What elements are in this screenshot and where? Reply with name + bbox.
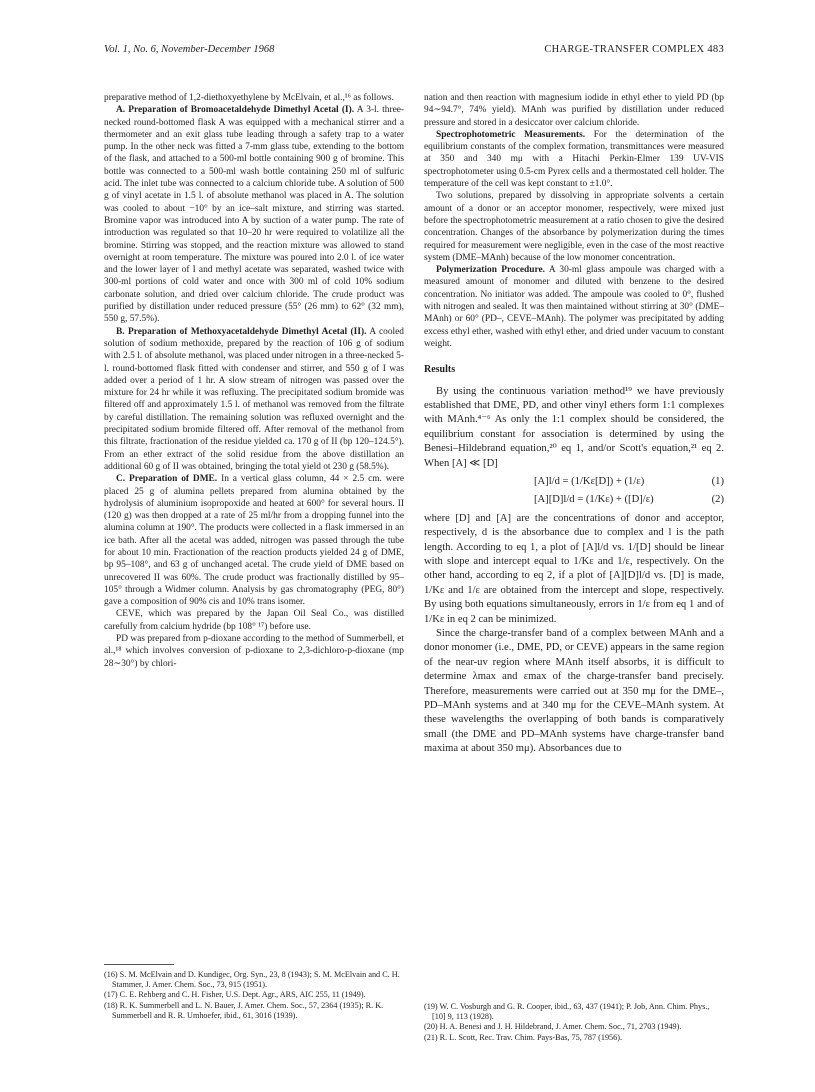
paragraph-two-solutions: Two solutions, prepared by dissolving in appropriate solvents a certain amount of a donor or an acceptor monomer, respectively, were mixed just before the spectrophotometric measurement at a ratio chosen to give the desired concentration. Changes of the absorbance by polymerization during the times required for measurement were negligible, even in the case of the most reactive system (DME–MAnh) because of the low monomer concentration. [424,191,724,263]
section-b-text: A cooled solution of sodium methoxide, prepared by the reaction of 106 g of sodium with 2.5 l. of absolute methanol, was placed under nitrogen in a three-necked 5-l. round-bottomed flask fitted with condenser and stirrer, and 550 g of I was added over a period of 1 hr. A slow stream of nitrogen was passed over the mixture for 24 hr while it was refluxing. The precipitated sodium bromide was filtered off and approximately 1.5 l. of methanol was removed from the filtrate by careful distillation. The remaining solution was refluxed overnight and the precipitated sodium bromide filtered off. After removal of the methanol from this filtrate, fractionation of the residue yielded ca. 170 g of II (bp 120–124.5°). From an ether extract of the solid residue from the above distillation an additional 60 g of II was obtained, bringing the total yield ot 230 g (58.5%). [104,326,404,472]
footnotes-right [424,1002,724,1043]
left-column [104,92,404,670]
right-column [424,92,724,757]
equation-1-expression: [A]l/d = (1/Kε[D]) + (1/ε) [534,475,645,487]
section-spectro [424,129,724,190]
section-polymerization [424,264,724,350]
section-a-title: A. Preparation of Bromoacetaldehyde Dimethyl Acetal (I). [116,105,355,116]
section-b-title: B. Preparation of Methoxyacetaldehyde Dimethyl Acetal (II). [116,326,367,337]
journal-issue: Vol. 1, No. 6, November-December 1968 [104,44,275,55]
results-paragraph-3: Since the charge-transfer band of a complex between MAnh and a donor monomer (i.e., DME, PD, or CEVE) appears in the same region of the near-uv region where MAnh itself absorbs, it is difficult to determine λmax and εmax of the charge-transfer band precisely. Therefore, measurements were carried out at 350 mμ for the DME–, PD–MAnh systems and at 340 mμ for the CEVE–MAnh system. At these wavelengths the overlapping of both bands is comparatively small (the DME and PD–MAnh systems have charge-transfer band maxima at about 350 mμ). Absorbances due to [424,628,724,755]
section-b [104,326,404,474]
equation-1-number: (1) [711,475,724,487]
equation-2-expression: [A][D]l/d = (1/Kε) + ([D]/ε) [534,494,654,506]
footnote-19: (19) W. C. Vosburgh and G. R. Cooper, ibid., 63, 437 (1941); P. Job, Ann. Chim. Phys., [10] 9, 113 (1928). [424,1002,710,1022]
section-c [104,473,404,608]
paragraph-intro: preparative method of 1,2-diethoxyethylene by McElvain, et al.,¹⁶ as follows. [104,93,394,103]
section-c-text: In a vertical glass column, 44 × 2.5 cm. were placed 25 g of alumina pellets prepared from alumina obtained by the hydrolysis of aluminium isopropoxide and heated at 600° for several hours. II (120 g) was then dropped at a rate of 25 ml/hr from a dropping funnel into the alumina column at 190°. The products were collected in a flask immersed in an ice bath. After all the acetal was added, nitrogen was passed through the tube for about 10 min. Fractionation of the reaction products yielded 24 g of DME, bp 95–108°, and 63 g of unchanged acetal. The crude yield of DME based on unrecovered II was 60%. The crude product was fractionally distilled by 95–105° through a Widmer column. Analysis by gas chromatography (PEG, 80°) gave a composition of 90% cis and 10% trans isomer. [104,474,405,608]
page-heading: CHARGE-TRANSFER COMPLEX 483 [544,44,724,55]
footnotes-left [104,964,404,1021]
footnote-18: (18) R. K. Summerbell and L. N. Bauer, J. Amer. Chem. Soc., 57, 2364 (1935); R. K. Summerbell and R. R. Umhoefer, ibid., 61, 3016 (1939). [104,1000,384,1020]
running-header [104,44,724,58]
footnote-17: (17) C. E. Rehberg and C. H. Fisher, U.S. Dept. Agr., ARS, AIC 255, 11 (1949). [104,990,366,1000]
polymerization-text: A 30-ml glass ampoule was charged with a measured amount of monomer and diluted with benzene to the desired concentration. No initiator was added. The ampoule was cooled to 0°, flushed with nitrogen and sealed. It was then maintained without stirring at 30° (DME–MAnh) or 60° (PD–, CEVE–MAnh). The polymer was precipitated by adding excess ethyl ether, washed with ethyl ether, and dried under vacuum to constant weight. [424,265,724,349]
footnote-16: (16) S. M. McElvain and D. Kundigec, Org. Syn., 23, 8 (1943); S. M. McElvain and C. H. Stammer, J. Amer. Chem. Soc., 73, 915 (1951). [104,970,400,990]
footnote-rule [104,964,174,965]
spectro-text: For the determination of the equilibrium constants of the complex formation, transmittances were measured at 350 and 340 mμ with a Hitachi Perkin-Elmer 139 UV-VIS spectrophotometer using 0.5-cm Pyrex cells and a thermostated cell holder. The temperature of the cell was kept constant to ±1.0°. [424,129,725,190]
equation-2 [424,493,724,507]
section-a-text: A 3-l. three-necked round-bottomed flask A was equipped with a mechanical stirrer and a thermometer and an exit glass tube leading through a safety trap to a water pump. In the other neck was fitted a 7-mm glass tube, extending to the bottom of the flask, and attached to a 500-ml bottle containing 900 g of bromine. This bottle was connected to a 500-ml wash bottle containing 250 ml of sulfuric acid. The inlet tube was connected to a calcium chloride tube. A solution of 500 g of vinyl acetate in 1.5 l. of absolute methanol was placed in A. The solution was cooled to about −10° by an ice–salt mixture, and stirring was started. Bromine vapor was introduced into A by suction of a water pump. The rate of introduction was regulated so that 10–20 hr were required to volatilize all the bromine. Stirring was stopped, and the reaction mixture was allowed to stand overnight at room temperature. The mixture was poured into 2.0 l. of ice water and the lower layer of I and methyl acetate was separated, washed twice with 300-ml portions of cold water and once with 300 ml of cold 10% sodium carbonate solution, and dried over calcium chloride. The crude product was purified by distillation under reduced pressure (55° (26 mm) to 62° (32 mm), 550 g, 57.5%). [104,105,405,325]
section-a [104,104,404,325]
paragraph-continuation: nation and then reaction with magnesium iodide in ethyl ether to yield PD (bp 94∼94.7°, 74% yield). MAnh was purified by distillation under reduced pressure and stored in a desiccator over calcium chloride. [424,93,724,128]
results-heading: Results [424,364,456,376]
results-paragraph-1: By using the continuous variation method¹⁹ we have previously established that DME, PD, and other vinyl ethers form 1:1 complexes with MAnh.⁴⁻⁶ As only the 1:1 complex should be considered, the equilibrium constant for association is determined by using the Benesi–Hildebrand equation,²⁰ eq 1, and/or Scott's equation,²¹ eq 2. When [A] ≪ [D] [424,385,724,469]
polymerization-title: Polymerization Procedure. [436,265,545,276]
equation-2-number: (2) [711,494,724,506]
section-c-title: C. Preparation of DME. [116,474,218,485]
footnote-20: (20) H. A. Benesi and J. H. Hildebrand, J. Amer. Chem. Soc., 71, 2703 (1949). [424,1022,682,1032]
paragraph-pd: PD was prepared from p-dioxane according to the method of Summerbell, et al.,¹⁸ which involves conversion of p-dioxane to 2,3-dichloro-p-dioxane (mp 28∼30°) by chlori- [104,634,404,669]
results-paragraph-2: where [D] and [A] are the concentrations of donor and acceptor, respectively, d is the absorbance due to complex and l is the path length. According to eq 1, a plot of [A]l/d vs. 1/[D] should be linear with slope and intercept equal to 1/Kε and 1/ε, respectively. On the other hand, according to eq 2, if a plot of [A][D]l/d vs. [D] is made, 1/Kε and 1/ε are obtained from the intercept and slope, respectively. By using both equations simultaneously, errors in 1/ε from eq 1 and of 1/Kε in eq 2 can be minimized. [424,512,724,625]
footnote-21: (21) R. L. Scott, Rec. Trav. Chim. Pays-Bas, 75, 787 (1956). [424,1032,623,1042]
paragraph-ceve: CEVE, which was prepared by the Japan Oil Seal Co., was distilled carefully from calcium hydride (bp 108° ¹⁷) before use. [104,609,404,632]
equation-1 [424,475,724,489]
spectro-title: Spectrophotometric Measurements. [436,129,586,140]
